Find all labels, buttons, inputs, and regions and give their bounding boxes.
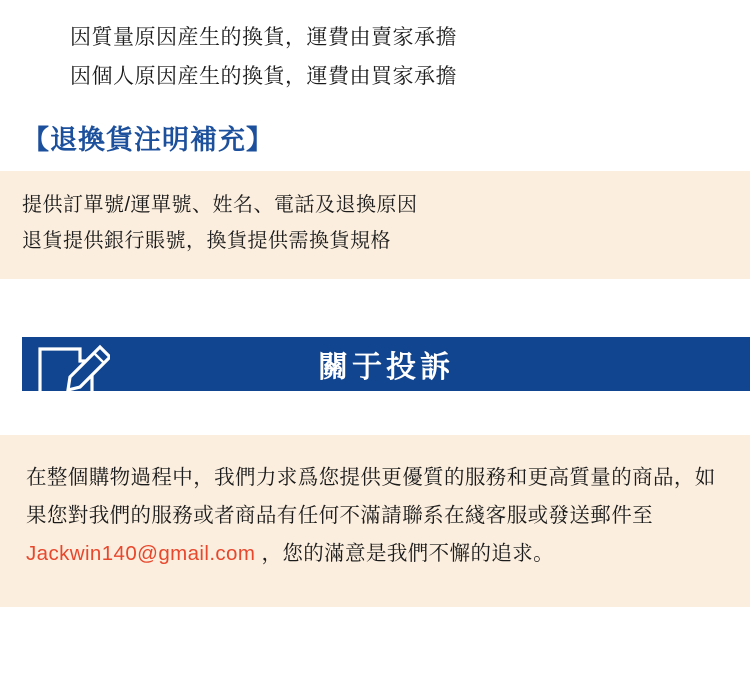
complaint-text-box bbox=[0, 435, 750, 607]
return-note-line-2: 退貨提供銀行賬號，換貨提供需換貨規格 bbox=[22, 230, 391, 252]
complaint-paragraph-part2: ，您的滿意是我們不懈的追求。 bbox=[255, 541, 555, 565]
support-email[interactable]: Jackwin140@gmail.com bbox=[26, 541, 256, 565]
complaint-banner bbox=[0, 327, 750, 397]
return-note-line-1: 提供訂單號/運單號、姓名、電話及退換原因 bbox=[22, 194, 418, 216]
pencil-edit-icon bbox=[36, 327, 110, 399]
complaint-paragraph bbox=[26, 459, 726, 573]
complaint-banner-title: 關于投訴 bbox=[318, 351, 454, 384]
complaint-paragraph-part1: 在整個購物過程中，我們力求爲您提供更優質的服務和更高質量的商品，如果您對我們的服務或者商品有任何不滿請聯系在綫客服或發送郵件至 bbox=[26, 466, 716, 527]
complaint-banner-bar bbox=[22, 337, 750, 391]
shipping-cost-line-buyer: 因個人原因産生的換貨，運費由買家承擔 bbox=[70, 65, 457, 88]
shipping-cost-lines bbox=[0, 0, 750, 96]
return-note-heading: 【退換貨注明補充】 bbox=[22, 125, 274, 155]
shipping-cost-line-seller: 因質量原因産生的換貨，運費由賣家承擔 bbox=[70, 26, 457, 49]
return-note-box bbox=[0, 171, 750, 279]
